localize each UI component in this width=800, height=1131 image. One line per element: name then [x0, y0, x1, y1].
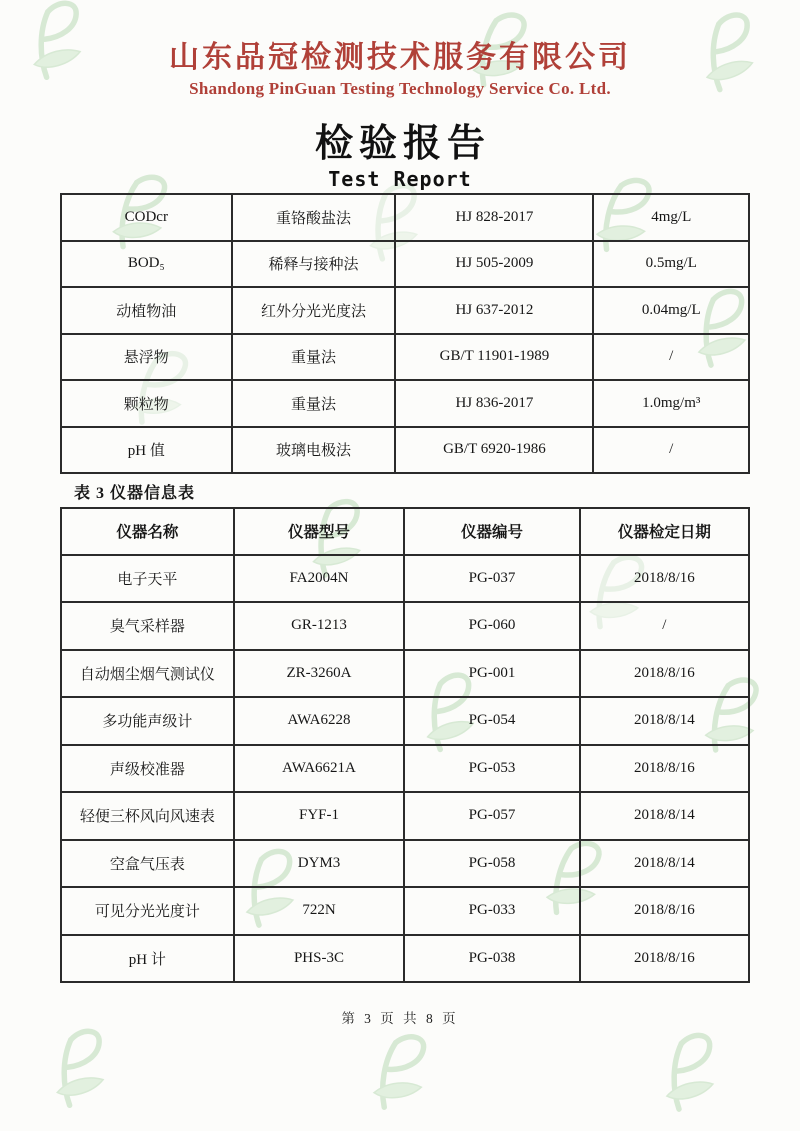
table-cell: 722N	[234, 887, 405, 935]
table-cell: 0.5mg/L	[593, 241, 749, 288]
table-row	[61, 380, 749, 427]
table-cell: 2018/8/14	[580, 840, 749, 888]
table-row	[61, 241, 749, 288]
table-cell: HJ 836-2017	[395, 380, 593, 427]
table-cell: pH 值	[61, 427, 232, 474]
table-cell: 悬浮物	[61, 334, 232, 381]
table-cell: PG-038	[404, 935, 579, 983]
column-header: 仪器编号	[404, 508, 579, 555]
report-title-cn: 检验报告	[314, 123, 491, 165]
table-cell: ZR-3260A	[234, 650, 405, 698]
table-cell: 2018/8/16	[580, 745, 749, 793]
table-cell: 空盒气压表	[61, 840, 234, 888]
table-row	[61, 887, 749, 935]
table-cell: 动植物油	[61, 287, 232, 334]
table-cell: 重量法	[232, 380, 396, 427]
table-row	[61, 194, 749, 241]
table-cell: 玻璃电极法	[232, 427, 396, 474]
column-header: 仪器检定日期	[580, 508, 749, 555]
pinguan-leaf-watermark-icon	[654, 1029, 725, 1118]
table-row	[61, 427, 749, 474]
table-cell: PG-033	[404, 887, 579, 935]
table-row	[61, 334, 749, 381]
table-cell: 0.04mg/L	[593, 287, 749, 334]
table-cell: 2018/8/14	[580, 697, 749, 745]
table-cell: CODcr	[61, 194, 232, 241]
table-cell: /	[593, 334, 749, 381]
table-cell: 4mg/L	[593, 194, 749, 241]
column-header: 仪器名称	[61, 508, 234, 555]
table-row	[61, 602, 749, 650]
table-cell: HJ 637-2012	[395, 287, 593, 334]
table-cell: 重量法	[232, 334, 396, 381]
table-cell: GR-1213	[234, 602, 405, 650]
company-name-cn: 山东品冠检测技术服务有限公司	[169, 41, 631, 74]
instrument-table-caption: 表 3 仪器信息表	[74, 485, 196, 502]
table-cell: FA2004N	[234, 555, 405, 603]
table-cell: /	[593, 427, 749, 474]
page-number-footer: 第 3 页 共 8 页	[341, 1011, 459, 1026]
pinguan-leaf-watermark-icon	[44, 1025, 116, 1115]
table-cell: 颗粒物	[61, 380, 232, 427]
table-cell: 电子天平	[61, 555, 234, 603]
table-cell: HJ 505-2009	[395, 241, 593, 288]
table-cell: PG-053	[404, 745, 579, 793]
table-cell: 2018/8/16	[580, 935, 749, 983]
table-header-row	[61, 508, 749, 555]
table-row	[61, 935, 749, 983]
table-cell: 重铬酸盐法	[232, 194, 396, 241]
table-row	[61, 792, 749, 840]
table-cell: 轻便三杯风向风速表	[61, 792, 234, 840]
table-cell: GB/T 6920-1986	[395, 427, 593, 474]
table-cell: 可见分光光度计	[61, 887, 234, 935]
table-cell: FYF-1	[234, 792, 405, 840]
table-cell: 1.0mg/m³	[593, 380, 749, 427]
table-cell: PG-037	[404, 555, 579, 603]
table-cell: 多功能声级计	[61, 697, 234, 745]
company-name-en: Shandong PinGuan Testing Technology Service Co. Ltd.	[189, 79, 611, 98]
table-row	[61, 745, 749, 793]
table-cell: AWA6621A	[234, 745, 405, 793]
table-cell: DYM3	[234, 840, 405, 888]
table-cell: 2018/8/16	[580, 650, 749, 698]
table-cell: pH 计	[61, 935, 234, 983]
table-row	[61, 287, 749, 334]
table-cell: 2018/8/14	[580, 792, 749, 840]
table-cell: 自动烟尘烟气测试仪	[61, 650, 234, 698]
table-cell: 2018/8/16	[580, 887, 749, 935]
table-cell: 稀释与接种法	[232, 241, 396, 288]
table-cell: PHS-3C	[234, 935, 405, 983]
table-row	[61, 555, 749, 603]
table-cell: PG-054	[404, 697, 579, 745]
method-table	[60, 193, 750, 474]
instrument-table	[60, 507, 750, 983]
table-cell: PG-001	[404, 650, 579, 698]
column-header: 仪器型号	[234, 508, 405, 555]
report-title-en: Test Report	[328, 167, 472, 191]
table-cell: 臭气采样器	[61, 602, 234, 650]
table-row	[61, 840, 749, 888]
table-cell: BOD₅	[61, 241, 232, 288]
table-row	[61, 650, 749, 698]
table-cell: /	[580, 602, 749, 650]
table-cell: PG-057	[404, 792, 579, 840]
table-cell: 红外分光光度法	[232, 287, 396, 334]
table-cell: AWA6228	[234, 697, 405, 745]
table-cell: PG-058	[404, 840, 579, 888]
table-cell: PG-060	[404, 602, 579, 650]
table-cell: 2018/8/16	[580, 555, 749, 603]
pinguan-leaf-watermark-icon	[366, 1030, 434, 1117]
table-row	[61, 697, 749, 745]
table-cell: 声级校准器	[61, 745, 234, 793]
table-cell: GB/T 11901-1989	[395, 334, 593, 381]
table-cell: HJ 828-2017	[395, 194, 593, 241]
